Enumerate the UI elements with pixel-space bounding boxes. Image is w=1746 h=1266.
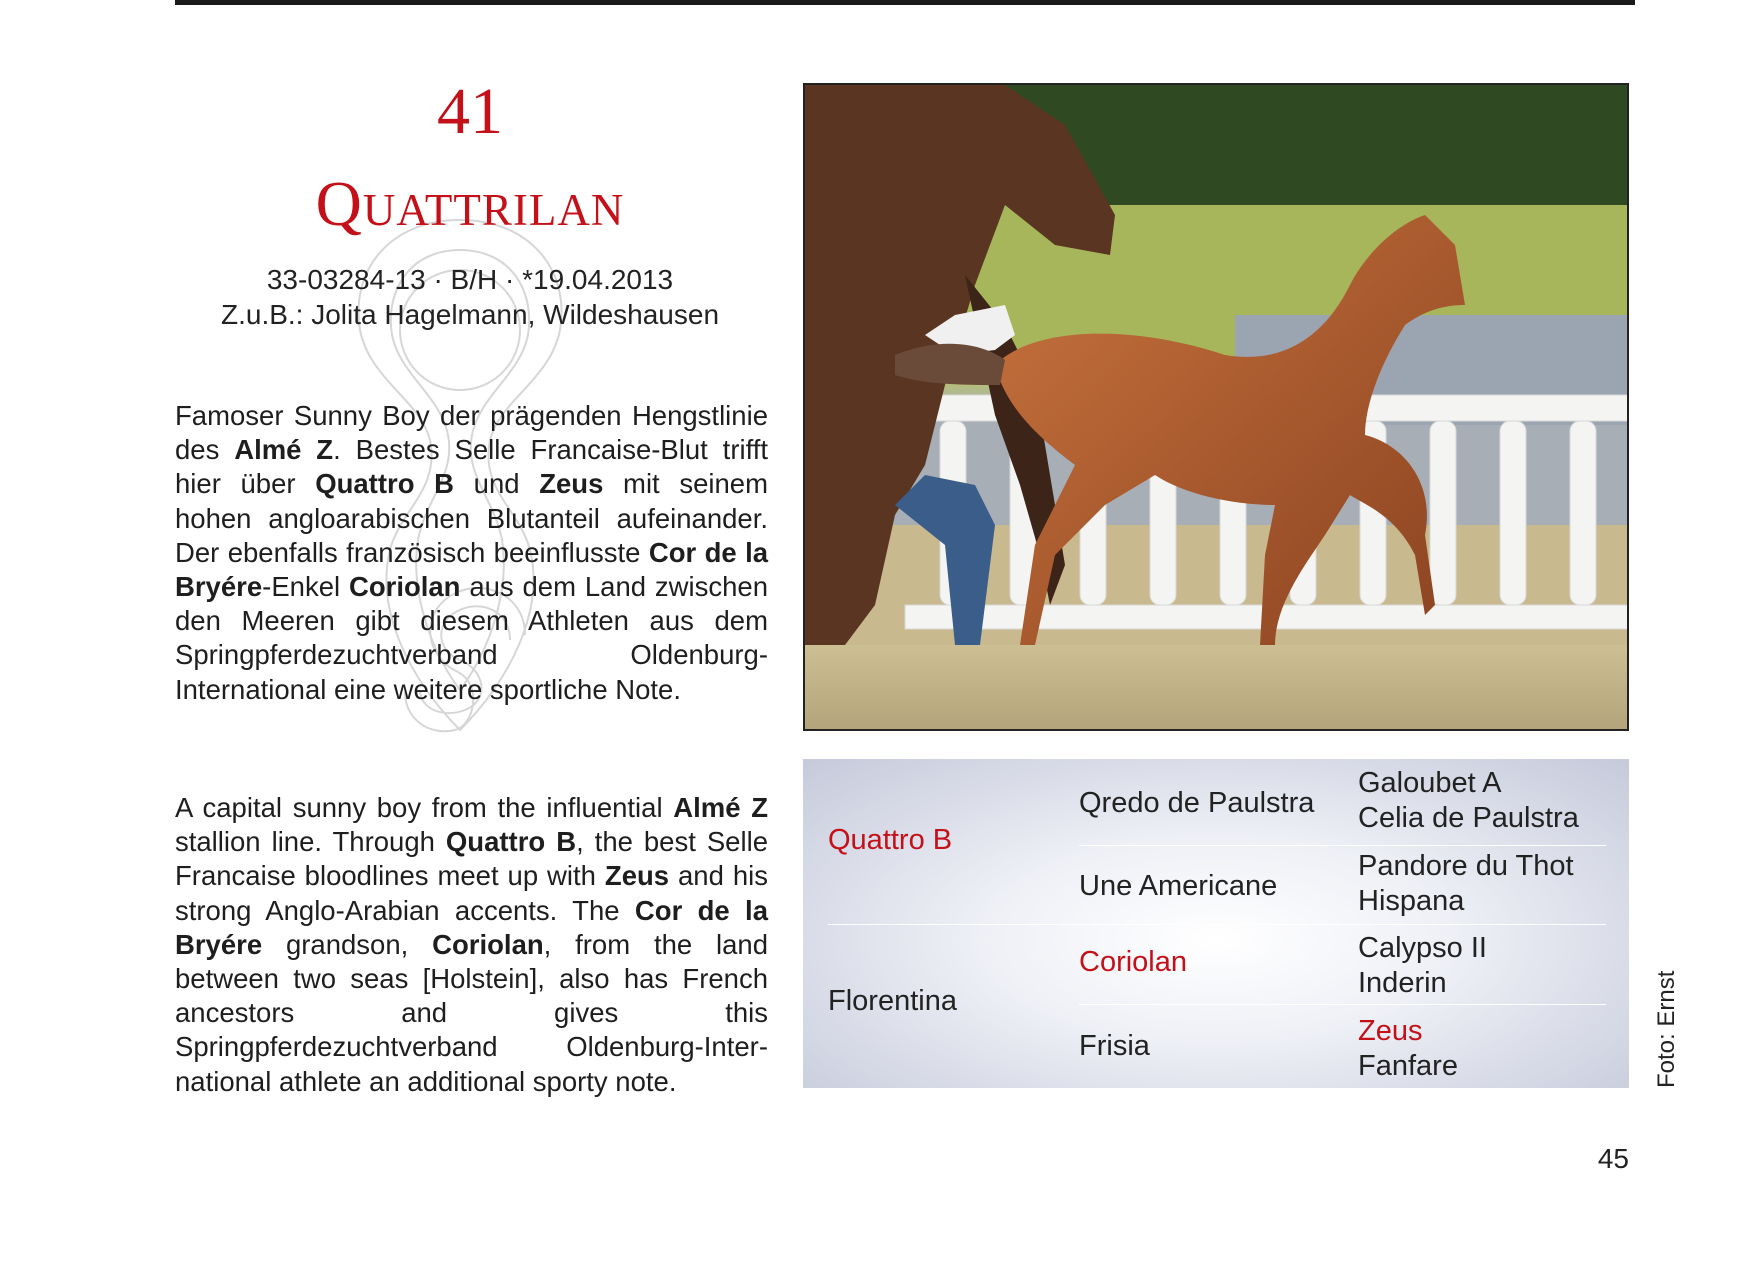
bold-name: Coriolan [432,928,544,960]
bold-name: Quattro B [315,468,455,500]
lot-number: 41 [437,75,503,148]
text-run: und [454,468,540,500]
text-run: stallion line. Through [175,826,446,858]
pedigree-divider [1079,845,1606,846]
pedigree-sire: Quattro B [828,824,953,856]
bold-name: Almé Z [673,792,768,823]
text-run: , from the land between two seas [Holstein], also has French ancestors and gives this Springpferdezuchtverband Oldenburg-International athlete an additional sporty note. [175,928,768,1097]
bold-name: Zeus [604,860,670,892]
bold-name: Cor de la Bryére [175,536,769,603]
pedigree-ggp: Inderin [1358,967,1447,999]
bold-name: Coriolan [348,571,461,603]
text-run: -Enkel [262,571,349,603]
bold-name: Quattro B [445,826,577,858]
pedigree-ggp: Zeus [1358,1015,1423,1047]
top-rule [175,0,1635,5]
bold-name: Zeus [539,468,604,500]
pedigree-dam-sire: Coriolan [1079,946,1187,978]
registration-line: 33-03284-13 · B/H · *19.04.2013 [266,264,674,295]
text-run: grandson, [262,928,433,960]
text-run: mit seinem hohen angloarabischen Blutanteil aufeinander. Der ebenfalls französisch beeinflusste [175,468,768,568]
pedigree-sire-sire: Qredo de Paulstra [1079,787,1315,819]
breeder-line: Z.u.B.: Jolita Hagelmann, Wildeshausen [220,299,720,330]
description-english [175,791,768,1099]
pedigree-dam-dam: Frisia [1079,1030,1150,1062]
horse-name: Quattrilan [315,168,625,239]
description-german [175,399,768,707]
pedigree-divider [828,924,1606,925]
pedigree-table [803,759,1629,1088]
pedigree-ggp: Calypso II [1358,932,1487,964]
pedigree-divider [1079,1004,1606,1005]
page-number: 45 [1597,1143,1629,1174]
text-run: and his strong Anglo-Arabian accents. The [175,860,768,926]
pedigree-ggp: Galoubet A [1358,767,1502,799]
pedigree-ggp: Fanfare [1358,1050,1458,1082]
text-run: A capital sunny boy from the influential [175,792,674,823]
pedigree-ggp: Pandore du Thot [1358,850,1574,882]
text-run: , the best Selle Francaise bloodlines meet up with [175,826,768,892]
bold-name: Cor de la Bryére [175,894,768,960]
horse-photo [803,83,1629,731]
photo-credit: Foto: Ernst [1653,970,1680,1088]
text-run: aus dem Land zwischen den Meeren gibt diesem Athleten aus dem Springpferdezuchtverband Oldenburg-International eine weitere sportliche Note. [175,571,768,705]
pedigree-ggp: Hispana [1358,885,1465,917]
text-run: Famoser Sunny Boy der prägenden Hengstlinie des [175,400,768,466]
pedigree-sire-dam: Une Americane [1079,870,1278,902]
pedigree-ggp: Celia de Paulstra [1358,802,1579,834]
bold-name: Almé Z [234,434,334,466]
pedigree-dam: Florentina [828,985,957,1017]
text-run: . Bestes Selle Francaise-Blut trifft hier über [175,434,769,500]
